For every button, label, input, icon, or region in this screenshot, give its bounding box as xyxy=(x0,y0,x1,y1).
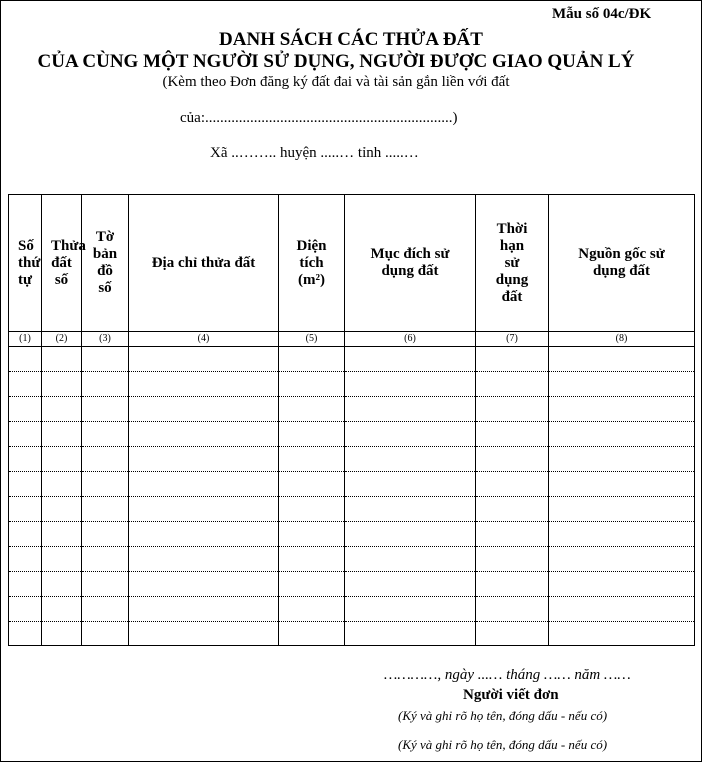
header-col-3: Tờ bản đồ số xyxy=(82,195,129,332)
table-cell xyxy=(82,347,129,372)
table-row xyxy=(9,497,695,522)
land-parcel-table xyxy=(8,194,695,646)
table-cell xyxy=(82,547,129,572)
table-cell xyxy=(549,347,695,372)
table-cell xyxy=(345,447,476,472)
table-cell xyxy=(42,547,82,572)
table-cell xyxy=(9,522,42,547)
table-cell xyxy=(129,422,279,447)
table-cell xyxy=(279,347,345,372)
table-cell xyxy=(279,497,345,522)
table-cell xyxy=(279,447,345,472)
table-cell xyxy=(549,622,695,646)
table-cell xyxy=(345,347,476,372)
table-cell xyxy=(279,547,345,572)
table-cell xyxy=(42,422,82,447)
table-cell xyxy=(9,397,42,422)
table-cell xyxy=(476,447,549,472)
header-col-7: Thời hạn sử dụng đất xyxy=(476,195,549,332)
subtitle: (Kèm theo Đơn đăng ký đất đai và tài sản gắn liền với đất xyxy=(162,74,510,90)
table-cell xyxy=(476,372,549,397)
table-cell xyxy=(129,622,279,646)
table-row xyxy=(9,572,695,597)
table-cell xyxy=(549,522,695,547)
table-cell xyxy=(345,522,476,547)
table-row xyxy=(9,372,695,397)
table-cell xyxy=(82,422,129,447)
table-cell xyxy=(42,522,82,547)
table-cell xyxy=(549,372,695,397)
table-cell xyxy=(9,572,42,597)
form-code: Mẫu số 04c/ĐK xyxy=(552,6,652,22)
table-cell xyxy=(476,472,549,497)
table-cell xyxy=(345,397,476,422)
column-number: (7) xyxy=(476,332,549,347)
table-cell xyxy=(82,622,129,646)
table-cell xyxy=(42,447,82,472)
table-cell xyxy=(82,597,129,622)
table-cell xyxy=(345,497,476,522)
table-cell xyxy=(129,397,279,422)
column-number: (4) xyxy=(129,332,279,347)
table-cell xyxy=(129,572,279,597)
table-cell xyxy=(129,547,279,572)
title-line-2: CỦA CÙNG MỘT NGƯỜI SỬ DỤNG, NGƯỜI ĐƯỢC GIAO QUẢN LÝ xyxy=(37,51,635,72)
table-cell xyxy=(345,547,476,572)
table-cell xyxy=(129,497,279,522)
header-col-2: Thửa đất số xyxy=(42,195,82,332)
table-row xyxy=(9,422,695,447)
table-cell xyxy=(82,497,129,522)
table-row xyxy=(9,522,695,547)
column-number: (6) xyxy=(345,332,476,347)
table-cell xyxy=(476,347,549,372)
column-number: (3) xyxy=(82,332,129,347)
table-cell xyxy=(476,622,549,646)
table-cell xyxy=(82,447,129,472)
table-row xyxy=(9,472,695,497)
column-number-row xyxy=(9,332,695,347)
table-cell xyxy=(279,622,345,646)
table-row xyxy=(9,597,695,622)
table-cell xyxy=(476,397,549,422)
table-cell xyxy=(476,572,549,597)
table-cell xyxy=(129,347,279,372)
table-cell xyxy=(82,572,129,597)
header-col-5: Diện tích (m²) xyxy=(279,195,345,332)
table-cell xyxy=(476,597,549,622)
table-cell xyxy=(9,422,42,447)
signer-label: Người viết đơn xyxy=(463,687,559,703)
table-cell xyxy=(279,597,345,622)
table-header-row xyxy=(9,195,695,332)
table-cell xyxy=(82,397,129,422)
table-cell xyxy=(82,372,129,397)
table-cell xyxy=(476,497,549,522)
table-cell xyxy=(9,447,42,472)
table-cell xyxy=(549,597,695,622)
header-col-4: Địa chỉ thửa đất xyxy=(129,195,279,332)
table-row xyxy=(9,347,695,372)
table-cell xyxy=(279,472,345,497)
header-col-6: Mục đích sử dụng đất xyxy=(345,195,476,332)
table-cell xyxy=(129,447,279,472)
table-cell xyxy=(279,422,345,447)
table-cell xyxy=(42,597,82,622)
table-row xyxy=(9,447,695,472)
header-col-8: Nguồn gốc sử dụng đất xyxy=(549,195,695,332)
table-cell xyxy=(42,472,82,497)
table-cell xyxy=(129,472,279,497)
table-cell xyxy=(345,472,476,497)
column-number: (2) xyxy=(42,332,82,347)
table-cell xyxy=(345,622,476,646)
table-cell xyxy=(129,597,279,622)
table-cell xyxy=(549,397,695,422)
table-cell xyxy=(279,397,345,422)
table-cell xyxy=(42,497,82,522)
table-cell xyxy=(279,522,345,547)
table-cell xyxy=(549,497,695,522)
table-cell xyxy=(9,472,42,497)
table-cell xyxy=(345,422,476,447)
table-cell xyxy=(476,547,549,572)
table-cell xyxy=(9,622,42,646)
table-cell xyxy=(549,572,695,597)
table-cell xyxy=(42,622,82,646)
column-number: (5) xyxy=(279,332,345,347)
column-number: (8) xyxy=(549,332,695,347)
table-cell xyxy=(549,547,695,572)
table-cell xyxy=(549,422,695,447)
table-cell xyxy=(549,447,695,472)
table-cell xyxy=(345,372,476,397)
table-row xyxy=(9,397,695,422)
table-cell xyxy=(345,572,476,597)
table-cell xyxy=(129,522,279,547)
signature-note-repeat: (Ký và ghi rõ họ tên, đóng dấu - nếu có) xyxy=(398,737,608,752)
table-cell xyxy=(279,372,345,397)
table-cell xyxy=(82,472,129,497)
table-cell xyxy=(9,547,42,572)
table-row xyxy=(9,622,695,646)
table-cell xyxy=(82,522,129,547)
title-line-1: DANH SÁCH CÁC THỬA ĐẤT xyxy=(219,29,483,50)
date-line: …………, ngày ...… tháng …… năm …… xyxy=(384,667,631,683)
table-cell xyxy=(42,372,82,397)
table-cell xyxy=(42,347,82,372)
table-cell xyxy=(345,597,476,622)
signature-note: (Ký và ghi rõ họ tên, đóng dấu - nếu có) xyxy=(398,708,608,723)
table-cell xyxy=(42,397,82,422)
table-row xyxy=(9,547,695,572)
table-cell xyxy=(42,572,82,597)
table-cell xyxy=(129,372,279,397)
table-cell xyxy=(9,347,42,372)
table-cell xyxy=(9,597,42,622)
table-cell xyxy=(279,572,345,597)
header-col-1: Số thứ tự xyxy=(9,195,42,332)
table-cell xyxy=(476,422,549,447)
table-cell xyxy=(476,522,549,547)
table-cell xyxy=(9,372,42,397)
location-line: Xã ..…….. huyện .....… tỉnh .....… xyxy=(210,145,419,161)
table-cell xyxy=(549,472,695,497)
column-number: (1) xyxy=(9,332,42,347)
table-cell xyxy=(9,497,42,522)
owner-line: của:..................................................................) xyxy=(180,110,458,126)
